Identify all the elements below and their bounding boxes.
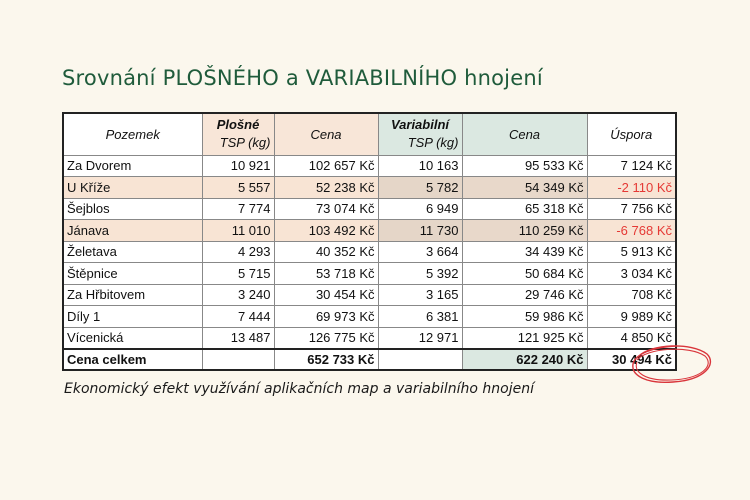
cell-plosne: 7 444 <box>202 306 274 328</box>
table-header-row <box>63 113 676 155</box>
cell-plosne: 5 557 <box>202 177 274 199</box>
highlight-circle <box>629 342 713 384</box>
cell-cena-plosne: 30 454 Kč <box>274 284 378 306</box>
cell-pozemek: Šejblos <box>63 198 202 220</box>
cell-variabilni: 12 971 <box>378 327 462 349</box>
cell-variabilni: 6 949 <box>378 198 462 220</box>
cell-plosne: 13 487 <box>202 327 274 349</box>
cell-variabilni: 6 381 <box>378 306 462 328</box>
caption: Ekonomický efekt využívání aplikačních map a variabilního hnojení <box>64 381 534 397</box>
cell-uspora: 4 850 Kč <box>587 327 676 349</box>
table-row <box>63 198 676 220</box>
total-row <box>63 349 676 371</box>
cell-uspora: 9 989 Kč <box>587 306 676 328</box>
total-label: Cena celkem <box>63 349 202 371</box>
cell-cena-variabilni: 65 318 Kč <box>462 198 587 220</box>
cell-cena-plosne: 40 352 Kč <box>274 241 378 263</box>
cell-cena-plosne: 52 238 Kč <box>274 177 378 199</box>
header-plosne <box>202 113 274 155</box>
cell-pozemek: Za Hřbitovem <box>63 284 202 306</box>
total-cena-variabilni: 622 240 Kč <box>462 349 587 371</box>
cell-variabilni: 10 163 <box>378 155 462 177</box>
cell-cena-plosne: 53 718 Kč <box>274 263 378 285</box>
header-variabilni-label: Variabilní <box>390 117 450 133</box>
cell-cena-variabilni: 50 684 Kč <box>462 263 587 285</box>
cell-cena-variabilni: 59 986 Kč <box>462 306 587 328</box>
header-uspora: Úspora <box>587 113 676 155</box>
cell-variabilni: 3 664 <box>378 241 462 263</box>
cell-uspora: 5 913 Kč <box>587 241 676 263</box>
header-pozemek: Pozemek <box>63 113 202 155</box>
header-plosne-label: Plošné <box>216 117 260 133</box>
table-row <box>63 263 676 285</box>
cell-uspora: -2 110 Kč <box>587 177 676 199</box>
cell-cena-variabilni: 34 439 Kč <box>462 241 587 263</box>
cell-cena-variabilni: 29 746 Kč <box>462 284 587 306</box>
cell-cena-variabilni: 54 349 Kč <box>462 177 587 199</box>
cell-uspora: -6 768 Kč <box>587 220 676 242</box>
cell-pozemek: Vícenická <box>63 327 202 349</box>
header-variabilni-unit: TSP (kg) <box>407 135 459 151</box>
table-row <box>63 327 676 349</box>
cell-cena-plosne: 69 973 Kč <box>274 306 378 328</box>
total-variabilni-empty <box>378 349 462 371</box>
cell-cena-plosne: 103 492 Kč <box>274 220 378 242</box>
cell-cena-plosne: 126 775 Kč <box>274 327 378 349</box>
cell-uspora: 3 034 Kč <box>587 263 676 285</box>
cell-cena-variabilni: 110 259 Kč <box>462 220 587 242</box>
cell-pozemek: Štěpnice <box>63 263 202 285</box>
cell-pozemek: Jánava <box>63 220 202 242</box>
cell-cena-variabilni: 121 925 Kč <box>462 327 587 349</box>
cell-pozemek: Díly 1 <box>63 306 202 328</box>
cell-plosne: 5 715 <box>202 263 274 285</box>
cell-uspora: 708 Kč <box>587 284 676 306</box>
header-plosne-unit: TSP (kg) <box>219 135 271 151</box>
cell-variabilni: 11 730 <box>378 220 462 242</box>
comparison-table <box>62 112 677 371</box>
cell-cena-plosne: 73 074 Kč <box>274 198 378 220</box>
table-row <box>63 306 676 328</box>
total-plosne-empty <box>202 349 274 371</box>
cell-variabilni: 5 392 <box>378 263 462 285</box>
table-row <box>63 155 676 177</box>
table-row <box>63 284 676 306</box>
cell-cena-variabilni: 95 533 Kč <box>462 155 587 177</box>
table-row <box>63 220 676 242</box>
cell-plosne: 10 921 <box>202 155 274 177</box>
cell-variabilni: 3 165 <box>378 284 462 306</box>
header-cena-variabilni: Cena <box>462 113 587 155</box>
header-cena-plosne: Cena <box>274 113 378 155</box>
cell-plosne: 11 010 <box>202 220 274 242</box>
table-row <box>63 241 676 263</box>
cell-uspora: 7 124 Kč <box>587 155 676 177</box>
cell-cena-plosne: 102 657 Kč <box>274 155 378 177</box>
cell-plosne: 7 774 <box>202 198 274 220</box>
cell-pozemek: Za Dvorem <box>63 155 202 177</box>
cell-pozemek: U Kříže <box>63 177 202 199</box>
cell-pozemek: Želetava <box>63 241 202 263</box>
page-title: Srovnání PLOŠNÉHO a VARIABILNÍHO hnojení <box>62 66 543 90</box>
table-row <box>63 177 676 199</box>
cell-variabilni: 5 782 <box>378 177 462 199</box>
total-cena-plosne: 652 733 Kč <box>274 349 378 371</box>
cell-uspora: 7 756 Kč <box>587 198 676 220</box>
total-uspora: 30 494 Kč <box>587 349 676 371</box>
header-variabilni <box>378 113 462 155</box>
cell-plosne: 4 293 <box>202 241 274 263</box>
cell-plosne: 3 240 <box>202 284 274 306</box>
